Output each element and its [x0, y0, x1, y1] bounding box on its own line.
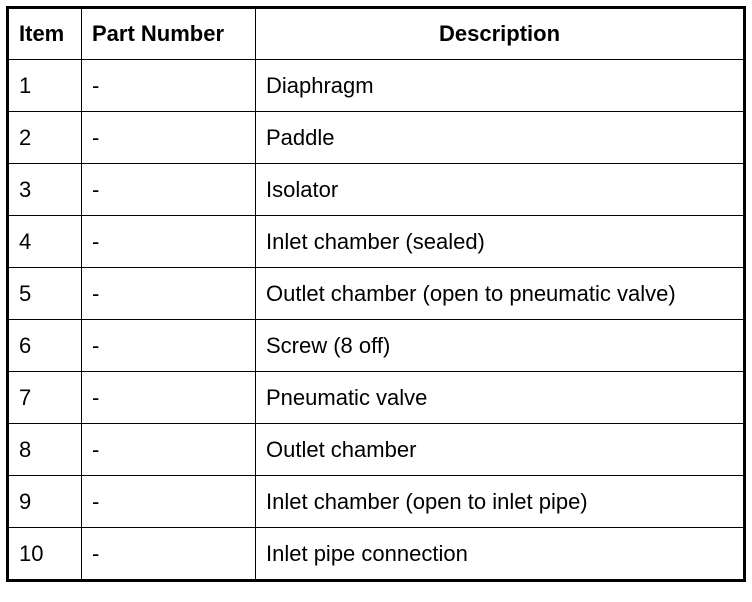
table-row — [8, 112, 745, 164]
cell-part-number: - — [82, 216, 256, 268]
cell-part-number: - — [82, 476, 256, 528]
cell-description: Isolator — [256, 164, 745, 216]
cell-item: 2 — [8, 112, 82, 164]
table-row — [8, 216, 745, 268]
table-row — [8, 476, 745, 528]
cell-item: 8 — [8, 424, 82, 476]
cell-item: 6 — [8, 320, 82, 372]
cell-part-number: - — [82, 164, 256, 216]
table-row — [8, 424, 745, 476]
header-part-number: Part Number — [82, 8, 256, 60]
cell-part-number: - — [82, 320, 256, 372]
cell-description: Diaphragm — [256, 60, 745, 112]
table-row — [8, 528, 745, 581]
parts-table — [6, 6, 746, 582]
cell-part-number: - — [82, 372, 256, 424]
cell-description: Inlet pipe connection — [256, 528, 745, 581]
cell-part-number: - — [82, 60, 256, 112]
cell-part-number: - — [82, 112, 256, 164]
cell-description: Paddle — [256, 112, 745, 164]
cell-item: 9 — [8, 476, 82, 528]
cell-item: 7 — [8, 372, 82, 424]
header-item: Item — [8, 8, 82, 60]
cell-description: Screw (8 off) — [256, 320, 745, 372]
table-body — [8, 60, 745, 581]
cell-item: 1 — [8, 60, 82, 112]
cell-description: Outlet chamber (open to pneumatic valve) — [256, 268, 745, 320]
table-header — [8, 8, 745, 60]
cell-part-number: - — [82, 268, 256, 320]
header-description: Description — [256, 8, 745, 60]
table-row — [8, 60, 745, 112]
cell-item: 3 — [8, 164, 82, 216]
cell-item: 10 — [8, 528, 82, 581]
cell-description: Inlet chamber (sealed) — [256, 216, 745, 268]
table-row — [8, 268, 745, 320]
table-row — [8, 320, 745, 372]
cell-description: Pneumatic valve — [256, 372, 745, 424]
header-row — [8, 8, 745, 60]
cell-item: 5 — [8, 268, 82, 320]
cell-part-number: - — [82, 424, 256, 476]
cell-description: Outlet chamber — [256, 424, 745, 476]
cell-part-number: - — [82, 528, 256, 581]
table-row — [8, 372, 745, 424]
cell-item: 4 — [8, 216, 82, 268]
table-row — [8, 164, 745, 216]
cell-description: Inlet chamber (open to inlet pipe) — [256, 476, 745, 528]
